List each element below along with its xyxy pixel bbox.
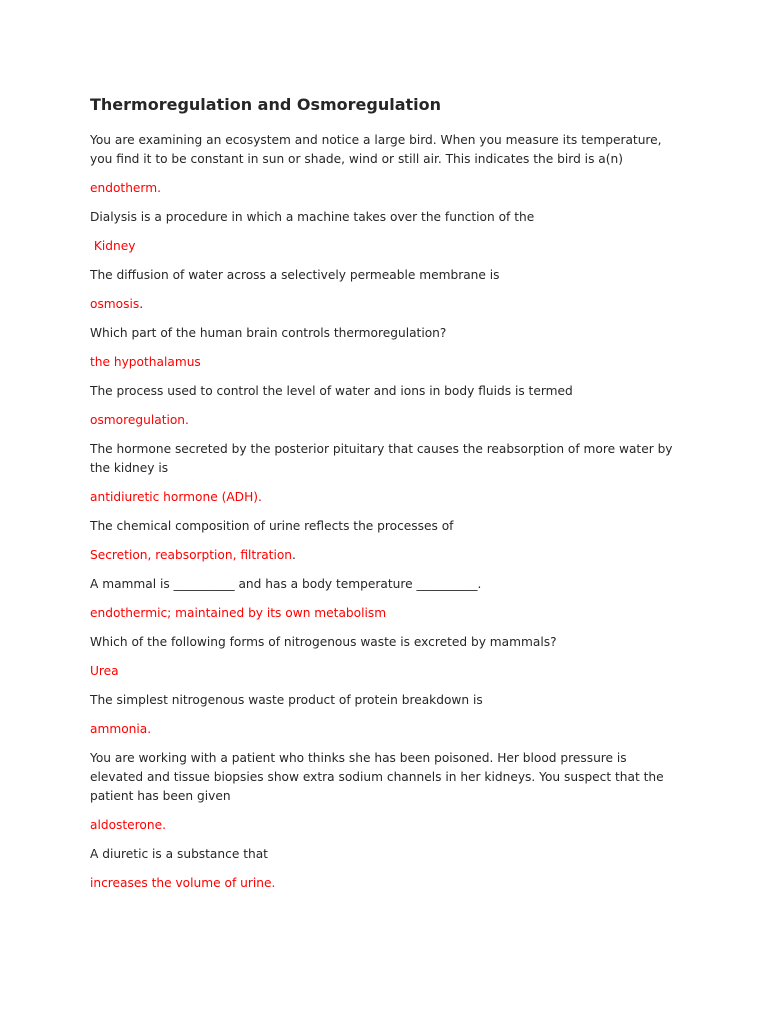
answer-text: [90, 546, 680, 565]
answer-main: Kidney: [90, 239, 136, 253]
answer-tail: .: [292, 548, 296, 562]
answer-text: [90, 488, 680, 507]
answer-main: endothermic; maintained by its own metabolism: [90, 606, 387, 620]
question-text: Which of the following forms of nitrogenous waste is excreted by mammals?: [90, 635, 557, 649]
answer-text: [90, 816, 680, 835]
question-text: You are examining an ecosystem and notice a large bird. When you measure its temperature, you find it to be constant in sun or shade, wind or still air. This indicates the bird is a(n): [90, 133, 662, 166]
answer-main: ammonia.: [90, 722, 152, 736]
answer-tail: .: [139, 297, 144, 311]
answer-text: [90, 411, 680, 430]
answer-main: osmoregulation.: [90, 413, 189, 427]
question-text: Which part of the human brain controls thermoregulation?: [90, 326, 447, 340]
answer-text: [90, 295, 680, 314]
question-text: A mammal is __________ and has a body temperature __________.: [90, 577, 482, 591]
question-text: You are working with a patient who thinks she has been poisoned. Her blood pressure is elevated and tissue biopsies show extra sodium channels in her kidneys. You suspect that the patient has been given: [90, 751, 664, 803]
answer-main: aldosterone.: [90, 818, 166, 832]
answer-main: increases the volume of urine.: [90, 876, 276, 890]
answer-text: [90, 179, 680, 198]
question-text: The simplest nitrogenous waste product of protein breakdown is: [90, 693, 483, 707]
answer-text: [90, 604, 680, 623]
question-text: The chemical composition of urine reflects the processes of: [90, 519, 454, 533]
answer-text: [90, 874, 680, 893]
answer-main: Urea: [90, 664, 119, 678]
document-content: [90, 93, 680, 903]
question-text: A diuretic is a substance that: [90, 847, 268, 861]
answer-main: the hypothalamus: [90, 355, 201, 369]
answer-main: antidiuretic hormone (ADH).: [90, 490, 262, 504]
question-text: The diffusion of water across a selectively permeable membrane is: [90, 268, 500, 282]
question-text: Dialysis is a procedure in which a machine takes over the function of the: [90, 210, 535, 224]
answer-main: Secretion, reabsorption, filtration: [90, 548, 293, 562]
answer-text: [90, 237, 680, 256]
answer-text: [90, 662, 680, 681]
question-text: The hormone secreted by the posterior pituitary that causes the reabsorption of more water by the kidney is: [90, 442, 673, 475]
answer-text: [90, 720, 680, 739]
answer-main: osmosis: [90, 297, 140, 311]
document-title: Thermoregulation and Osmoregulation: [90, 95, 442, 114]
answer-text: [90, 353, 680, 372]
answer-main: endotherm.: [90, 181, 161, 195]
question-text: The process used to control the level of water and ions in body fluids is termed: [90, 384, 573, 398]
